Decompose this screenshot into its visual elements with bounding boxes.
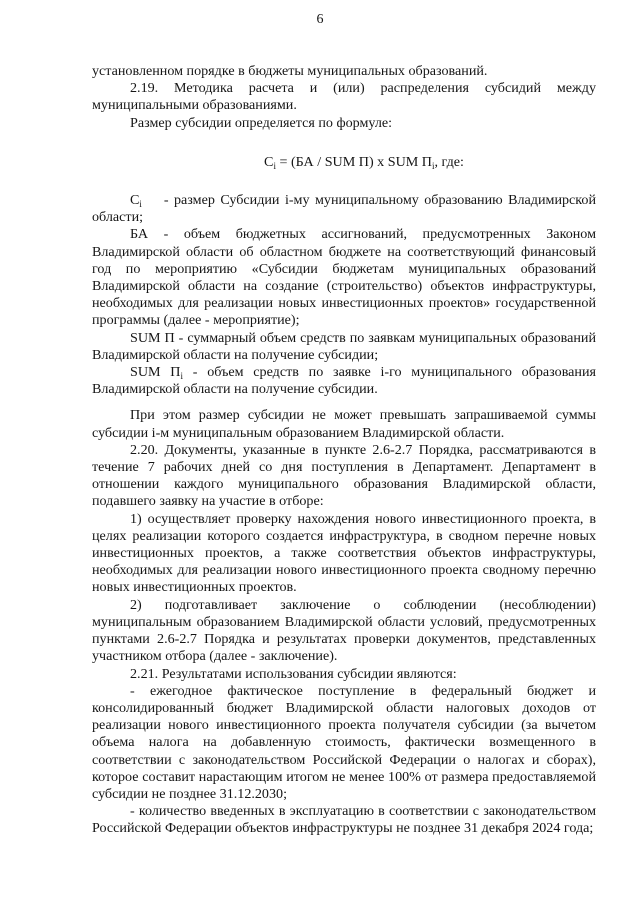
paragraph-conclusion: 2) подготавливает заключение о соблюдении (несоблюдении) муниципальным образованием Владимирской области условий, предусмотренных пунктами 2.6-2.7 Порядка и результатах проверки документов, представленных участником отбора (далее - заключение). — [92, 596, 596, 665]
symbol-c: C — [130, 192, 140, 209]
paragraph-2-21: 2.21. Результатами использования субсидии являются: — [130, 665, 457, 682]
paragraph-2-20: 2.20. Документы, указанные в пункте 2.6-2.7 Порядка, рассматриваются в течение 7 рабочих дней со дня поступления в Департамент. Департамент в отношении каждого муниципального образования Владимирской области, подавшего заявку на участие в отборе: — [92, 441, 596, 510]
definition-ba: БА - объем бюджетных ассигнований, предусмотренных Законом Владимирской области об областном бюджете на соответствующий финансовый год по мероприятию «Субсидии бюджетам муниципальных образований Владимирской области на создание (строительство) объектов инфраструктуры, необходимых для реализации новых инвестиционных проектов» государственной программы (далее - мероприятие); — [92, 226, 596, 329]
symbol-p-subscript: i — [180, 371, 183, 382]
paragraph-formula-intro: Размер субсидии определяется по формуле: — [130, 114, 393, 131]
subsidy-formula — [92, 154, 596, 171]
paragraph-limit: При этом размер субсидии не может превышать запрашиваемой суммы субсидии i-м муниципальным образованием Владимирской области. — [92, 407, 596, 441]
definition-ci-text: - размер Субсидии i-му муниципальному образованию Владимирской области; — [92, 192, 597, 226]
symbol-c-subscript: i — [139, 199, 142, 210]
definition-sum-pi-text: - объем средств по заявке i-го муниципального образования Владимирской области на получение субсидии. — [92, 364, 596, 398]
formula-body: = (БА / SUM П) x SUM П — [275, 153, 432, 170]
formula-c: C — [264, 153, 274, 170]
formula-c-subscript: i — [273, 160, 276, 171]
definition-ci — [92, 192, 596, 226]
symbol-sum-p: SUM П — [130, 364, 181, 381]
paragraph-2-19: 2.19. Методика расчета и (или) распределения субсидий между муниципальными образованиями. — [92, 80, 596, 114]
formula-p-subscript: i — [431, 160, 435, 171]
result-tax-revenue: - ежегодное фактическое поступление в федеральный бюджет и консолидированный бюджет Владимирской области налоговых доходов от реализации нового инвестиционного проекта получателя субсидии (за вычетом объема налога на добавленную стоимость, фактически возмещенного в соответствии с законодательством Российской Федерации о налогах и сборах), которое составит нарастающим итогом не менее 100% от размера предоставляемой субсидии не позднее 31.12.2030; — [92, 682, 596, 802]
document-body — [92, 63, 596, 838]
result-infrastructure: - количество введенных в эксплуатацию в соответствии с законодательством Российской Федерации объектов инфраструктуры не позднее 31 декабря 2024 года; — [92, 803, 596, 837]
formula-end: , где: — [434, 153, 464, 170]
paragraph-check: 1) осуществляет проверку нахождения нового инвестиционного проекта, в целях реализации которого создается инфраструктура, в сводном перечне новых инвестиционных проектов, а также соответствия объектов инфраструктуры, необходимых для реализации нового инвестиционного проекта сводному перечню новых инвестиционных проектов. — [92, 510, 596, 596]
page-number: 6 — [316, 12, 324, 27]
paragraph-continuation: установленном порядке в бюджеты муниципальных образований. — [92, 63, 488, 79]
definition-sum-pi — [92, 364, 596, 398]
definition-sum-p: SUM П - суммарный объем средств по заявкам муниципальных образований Владимирской области на получение субсидии; — [92, 329, 596, 363]
